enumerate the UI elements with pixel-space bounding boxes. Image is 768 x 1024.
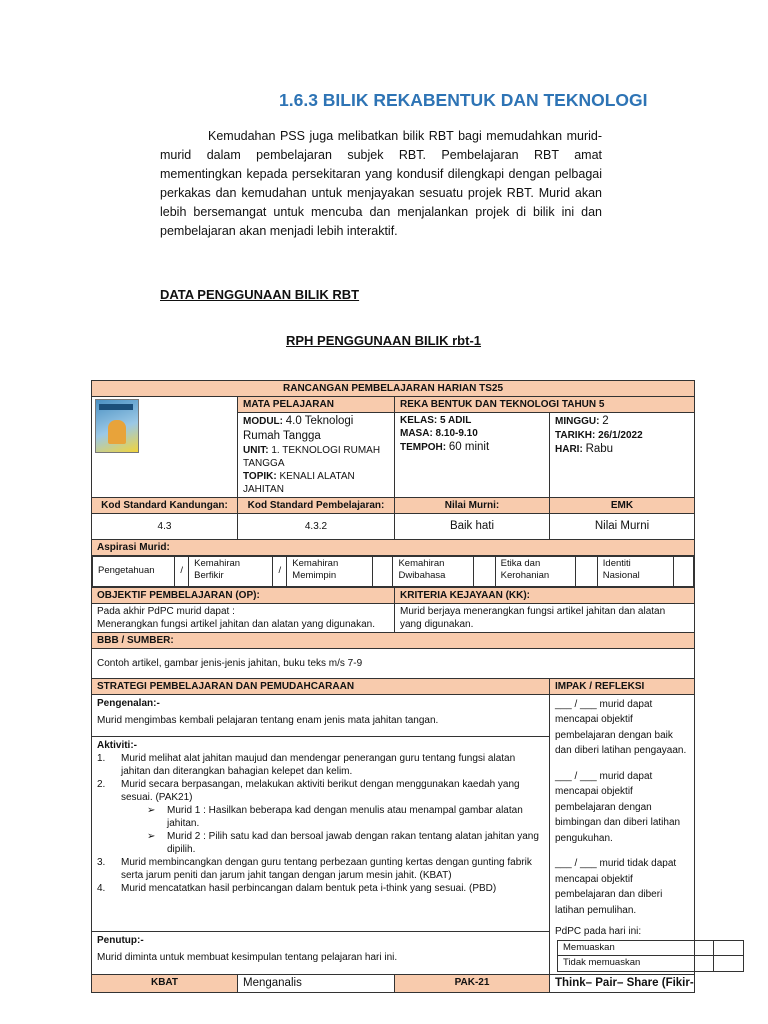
- aktiviti-item: 4. Murid mencatatkan hasil perbincangan dalam bentuk peta i-think yang sesuai. (PBD): [97, 883, 497, 895]
- aspirasi-row: [92, 555, 695, 587]
- impak-pengayaan: ___ / ___ murid dapat mencapai objektif pembelajaran dengan baik dan diberi latihan pengayaan.: [555, 698, 687, 757]
- aspirasi-mark: [373, 556, 393, 586]
- modul-cell: MODUL: 4.0 Teknologi Rumah Tangga UNIT: 1. TEKNOLOGI RUMAH TANGGA TOPIK: KENALI ALATAN JAHITAN: [238, 413, 395, 498]
- pengenalan-cell: [92, 694, 550, 736]
- aspirasi-identiti-nasional: Identiti Nasional: [597, 556, 673, 586]
- aspirasi-mark: /: [175, 556, 189, 586]
- pak-value: Think– Pair– Share (Fikir-: [550, 974, 695, 992]
- textbook-cover-image: [95, 399, 139, 453]
- minggu-cell: MINGGU: 2 TARIKH: 26/1/2022 HARI: Rabu: [550, 413, 695, 498]
- minggu-value: 2: [602, 415, 609, 427]
- aktiviti-label: Aktiviti:-: [97, 740, 137, 752]
- kbat-label: KBAT: [92, 974, 238, 992]
- penutup-label: Penutup:-: [97, 935, 144, 947]
- pengenalan-value: Murid mengimbas kembali pelajaran tentang enam jenis mata jahitan tangan.: [97, 714, 439, 726]
- aspirasi-mark: [673, 556, 693, 586]
- aspirasi-mark: [473, 556, 495, 586]
- intro-paragraph: Kemudahan PSS juga melibatkan bilik RBT bagi memudahkan murid-murid dalam pembelajaran subjek RBT. Pembelajaran RBT amat mementingkan kepada persekitaran yang kondusif dilengkapi dengan pelbagai perkakas dan kemudahan untuk menjayakan sesuatu projek RBT. Murid akan lebih bersemangat untuk mencuba dan menjalankan projek di bilik ini dan pembelajaran akan menjadi lebih interaktif.: [160, 129, 602, 238]
- kk-value: Murid berjaya menerangkan fungsi artikel jahitan dan alatan yang digunakan.: [395, 603, 695, 632]
- memuaskan-checkbox[interactable]: [714, 940, 744, 955]
- aspirasi-kemahiran-memimpin: Kemahiran Memimpin: [287, 556, 373, 586]
- aspirasi-etika-kerohanian: Etika dan Kerohanian: [495, 556, 575, 586]
- impak-pemulihan: ___ / ___ murid tidak dapat mencapai objektif pembelajaran dan diberi latihan pemulihan.: [555, 858, 677, 916]
- strategi-label: STRATEGI PEMBELAJARAN DAN PEMUDAHCARAAN: [92, 678, 550, 694]
- aspirasi-kemahiran-berfikir: Kemahiran Berfikir: [189, 556, 273, 586]
- op-value: Pada akhir PdPC murid dapat : Menerangkan fungsi artikel jahitan dan alatan yang digunakan.: [92, 603, 395, 632]
- ksp-value: 4.3.2: [238, 513, 395, 539]
- penutup-cell: [92, 932, 550, 974]
- sub-aktiviti-item: ➢ Murid 2 : Pilih satu kad dan bersoal jawab dengan rakan tentang alatan jahitan yang dipilih.: [147, 831, 539, 856]
- page-heading: 1.6.3 BILIK REKABENTUK DAN TEKNOLOGI: [279, 90, 648, 110]
- aktiviti-cell: [92, 737, 550, 932]
- ksp-label: Kod Standard Pembelajaran:: [238, 497, 395, 513]
- kelas-cell: KELAS: 5 ADIL MASA: 8.10-9.10 TEMPOH: 60 minit: [395, 413, 550, 498]
- aktiviti-item: 3. Murid membincangkan dengan guru tentang perbezaan gunting kertas dengan gunting fabrik serta jarum peniti dan jarum jahit tangan dengan jarum mesin jahit. (KBAT): [97, 857, 532, 882]
- sub-aktiviti-item: ➢ Murid 1 : Hasilkan beberapa kad dengan menulis atau menampal gambar alatan jahitan.: [147, 805, 523, 830]
- nilai-value: Baik hati: [395, 513, 550, 539]
- aspirasi-mark: /: [273, 556, 287, 586]
- masa-value: MASA: 8.10-9.10: [400, 428, 478, 439]
- pdpc-table: [557, 940, 744, 972]
- kk-label: KRITERIA KEJAYAAN (KK):: [395, 587, 695, 603]
- pengenalan-label: Pengenalan:-: [97, 697, 160, 709]
- rph-header: RANCANGAN PEMBELAJARAN HARIAN TS25: [92, 381, 695, 397]
- topik-value: KENALI ALATAN JAHITAN: [243, 470, 355, 495]
- rph-title: RPH PENGGUNAAN BILIK rbt-1: [286, 333, 482, 348]
- kelas-value: KELAS: 5 ADIL: [400, 415, 472, 426]
- op-label: OBJEKTIF PEMBELAJARAN (OP):: [92, 587, 395, 603]
- bbb-value: Contoh artikel, gambar jenis-jenis jahitan, buku teks m/s 7-9: [92, 648, 695, 678]
- aktiviti-item: 1. Murid melihat alat jahitan maujud dan mendengar penerangan guru tentang fungsi alatan jahitan dan diterangkan bahagian kelepet dan kelim.: [97, 753, 516, 778]
- tempoh-value: 60 minit: [448, 441, 490, 453]
- unit-value: 1. TEKNOLOGI RUMAH TANGGA: [243, 444, 381, 469]
- tidak-memuaskan-label: Tidak memuaskan: [558, 956, 714, 971]
- impak-cell: [550, 694, 695, 974]
- ksk-label: Kod Standard Kandungan:: [92, 497, 238, 513]
- rph-table: [91, 380, 695, 993]
- bbb-label: BBB / SUMBER:: [92, 632, 695, 648]
- memuaskan-label: Memuaskan: [558, 940, 714, 955]
- emk-value: Nilai Murni: [550, 513, 695, 539]
- kbat-value: Menganalis: [238, 974, 395, 992]
- mata-pelajaran-value: REKA BENTUK DAN TEKNOLOGI TAHUN 5: [395, 397, 695, 413]
- aspirasi-kemahiran-dwibahasa: Kemahiran Dwibahasa: [393, 556, 473, 586]
- mata-pelajaran-label: MATA PELAJARAN: [238, 397, 395, 413]
- aspirasi-label: Aspirasi Murid:: [92, 539, 695, 555]
- tidak-memuaskan-checkbox[interactable]: [714, 956, 744, 971]
- pdpc-label: PdPC pada hari ini:: [555, 926, 642, 938]
- impak-pengukuhan: ___ / ___ murid dapat mencapai objektif pembelajaran dengan bimbingan dan diberi latihan pengukuhan.: [555, 770, 681, 844]
- nilai-label: Nilai Murni:: [395, 497, 550, 513]
- emk-label: EMK: [550, 497, 695, 513]
- aktiviti-item: 2. Murid secara berpasangan, melakukan aktiviti berikut dengan menggunakan kaedah yang sesuai. (PAK21): [97, 779, 520, 804]
- pak-label: PAK-21: [395, 974, 550, 992]
- tarikh-value: TARIKH: 26/1/2022: [555, 429, 643, 441]
- aspirasi-mark: [575, 556, 597, 586]
- aspirasi-pengetahuan: Pengetahuan: [93, 556, 175, 586]
- penutup-value: Murid diminta untuk membuat kesimpulan tentang pelajaran hari ini.: [97, 952, 398, 964]
- textbook-cover-cell: [92, 397, 238, 498]
- section-title: DATA PENGGUNAAN BILIK RBT: [160, 287, 360, 302]
- modul-value: 4.0 Teknologi Rumah Tangga: [243, 415, 354, 442]
- impak-label: IMPAK / REFLEKSI: [550, 678, 695, 694]
- hari-value: Rabu: [585, 442, 614, 455]
- ksk-value: 4.3: [92, 513, 238, 539]
